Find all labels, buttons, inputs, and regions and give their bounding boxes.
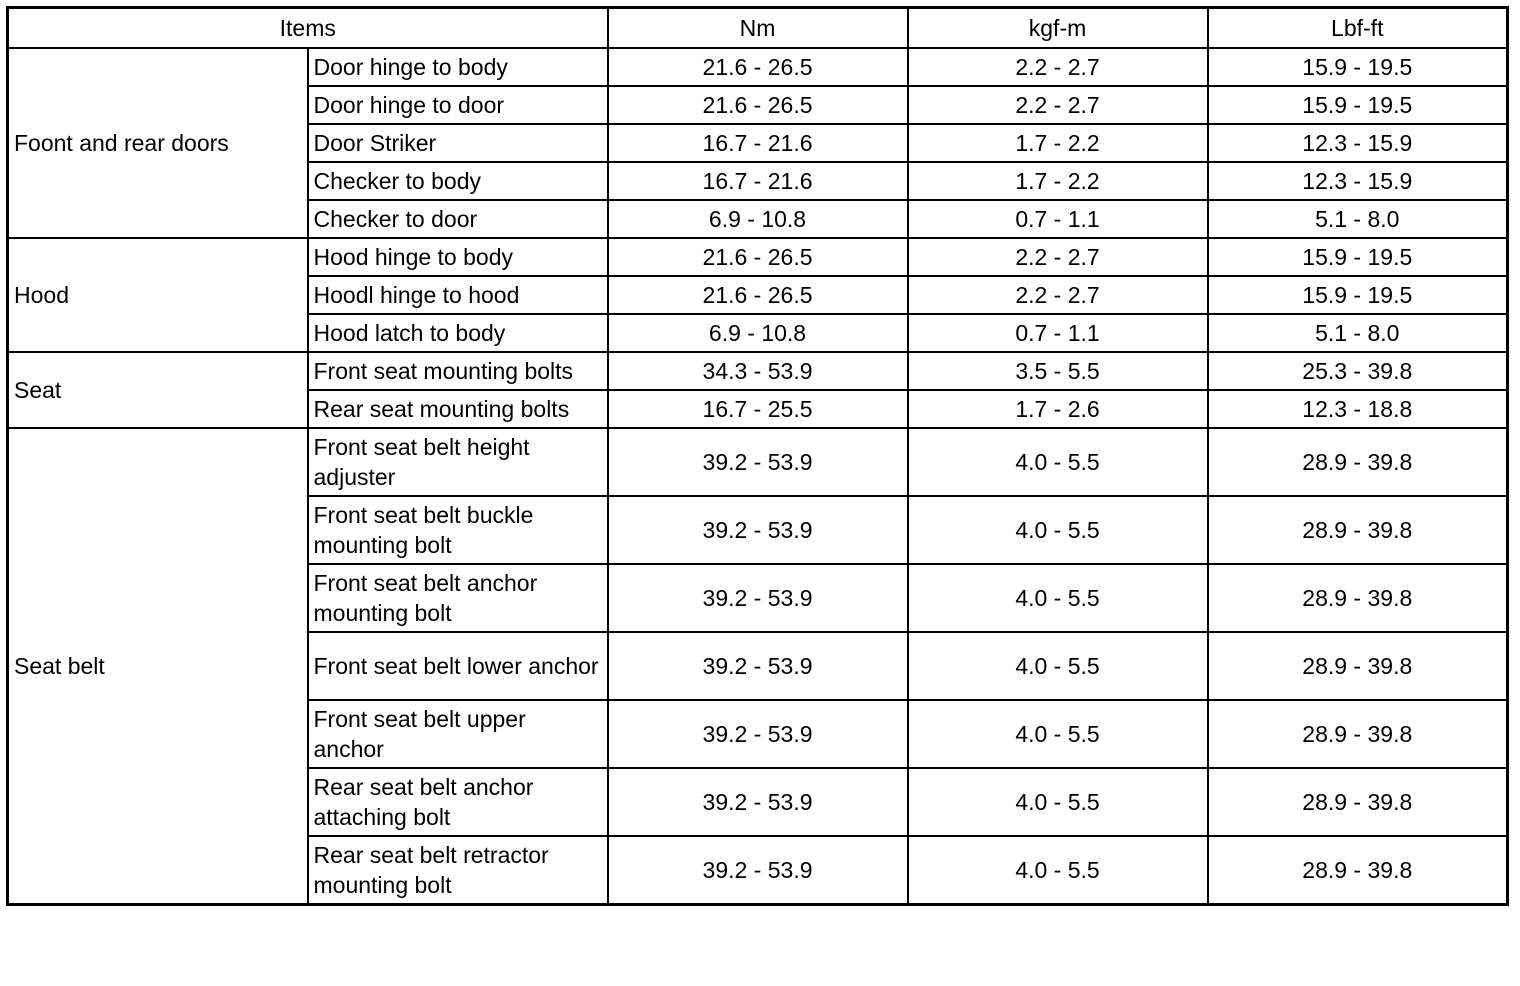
nm-cell: 16.7 - 21.6	[608, 162, 908, 200]
header-items: Items	[8, 8, 608, 49]
lbfft-cell: 12.3 - 18.8	[1208, 390, 1508, 428]
kgfm-cell: 2.2 - 2.7	[908, 86, 1208, 124]
kgfm-cell: 2.2 - 2.7	[908, 48, 1208, 86]
torque-spec-table	[6, 6, 1509, 906]
group-label-seat-belt: Seat belt	[8, 428, 308, 904]
nm-cell: 39.2 - 53.9	[608, 632, 908, 700]
nm-cell: 39.2 - 53.9	[608, 496, 908, 564]
item-cell: Door Striker	[308, 124, 608, 162]
lbfft-cell: 15.9 - 19.5	[1208, 276, 1508, 314]
item-cell: Front seat mounting bolts	[308, 352, 608, 390]
item-cell: Front seat belt buckle mounting bolt	[308, 496, 608, 564]
item-cell: Front seat belt height adjuster	[308, 428, 608, 496]
nm-cell: 21.6 - 26.5	[608, 276, 908, 314]
item-cell: Checker to body	[308, 162, 608, 200]
nm-cell: 21.6 - 26.5	[608, 86, 908, 124]
kgfm-cell: 4.0 - 5.5	[908, 564, 1208, 632]
kgfm-cell: 4.0 - 5.5	[908, 700, 1208, 768]
lbfft-cell: 12.3 - 15.9	[1208, 124, 1508, 162]
kgfm-cell: 4.0 - 5.5	[908, 836, 1208, 904]
lbfft-cell: 28.9 - 39.8	[1208, 768, 1508, 836]
lbfft-cell: 12.3 - 15.9	[1208, 162, 1508, 200]
header-kgf-m: kgf-m	[908, 8, 1208, 49]
lbfft-cell: 15.9 - 19.5	[1208, 48, 1508, 86]
lbfft-cell: 15.9 - 19.5	[1208, 86, 1508, 124]
nm-cell: 6.9 - 10.8	[608, 200, 908, 238]
item-cell: Door hinge to body	[308, 48, 608, 86]
group-label-doors: Foont and rear doors	[8, 48, 308, 238]
kgfm-cell: 4.0 - 5.5	[908, 496, 1208, 564]
torque-spec-table-container	[6, 6, 1509, 906]
item-cell: Rear seat belt retractor mounting bolt	[308, 836, 608, 904]
nm-cell: 6.9 - 10.8	[608, 314, 908, 352]
kgfm-cell: 0.7 - 1.1	[908, 200, 1208, 238]
item-cell: Rear seat mounting bolts	[308, 390, 608, 428]
nm-cell: 39.2 - 53.9	[608, 700, 908, 768]
table-row	[8, 48, 1508, 86]
kgfm-cell: 4.0 - 5.5	[908, 428, 1208, 496]
lbfft-cell: 5.1 - 8.0	[1208, 200, 1508, 238]
kgfm-cell: 1.7 - 2.2	[908, 124, 1208, 162]
table-row	[8, 428, 1508, 496]
table-row	[8, 352, 1508, 390]
item-cell: Hoodl hinge to hood	[308, 276, 608, 314]
lbfft-cell: 28.9 - 39.8	[1208, 632, 1508, 700]
table-header-row	[8, 8, 1508, 49]
header-nm: Nm	[608, 8, 908, 49]
kgfm-cell: 2.2 - 2.7	[908, 276, 1208, 314]
lbfft-cell: 28.9 - 39.8	[1208, 496, 1508, 564]
item-cell: Checker to door	[308, 200, 608, 238]
kgfm-cell: 2.2 - 2.7	[908, 238, 1208, 276]
nm-cell: 21.6 - 26.5	[608, 48, 908, 86]
kgfm-cell: 4.0 - 5.5	[908, 768, 1208, 836]
lbfft-cell: 28.9 - 39.8	[1208, 836, 1508, 904]
item-cell: Front seat belt anchor mounting bolt	[308, 564, 608, 632]
nm-cell: 16.7 - 21.6	[608, 124, 908, 162]
lbfft-cell: 28.9 - 39.8	[1208, 428, 1508, 496]
item-cell: Front seat belt lower anchor	[308, 632, 608, 700]
header-lbf-ft: Lbf-ft	[1208, 8, 1508, 49]
nm-cell: 16.7 - 25.5	[608, 390, 908, 428]
item-cell: Rear seat belt anchor attaching bolt	[308, 768, 608, 836]
nm-cell: 39.2 - 53.9	[608, 564, 908, 632]
table-row	[8, 238, 1508, 276]
item-cell: Door hinge to door	[308, 86, 608, 124]
lbfft-cell: 15.9 - 19.5	[1208, 238, 1508, 276]
kgfm-cell: 1.7 - 2.2	[908, 162, 1208, 200]
kgfm-cell: 0.7 - 1.1	[908, 314, 1208, 352]
group-label-hood: Hood	[8, 238, 308, 352]
nm-cell: 21.6 - 26.5	[608, 238, 908, 276]
nm-cell: 39.2 - 53.9	[608, 836, 908, 904]
kgfm-cell: 1.7 - 2.6	[908, 390, 1208, 428]
item-cell: Front seat belt upper anchor	[308, 700, 608, 768]
lbfft-cell: 25.3 - 39.8	[1208, 352, 1508, 390]
lbfft-cell: 28.9 - 39.8	[1208, 564, 1508, 632]
lbfft-cell: 28.9 - 39.8	[1208, 700, 1508, 768]
kgfm-cell: 3.5 - 5.5	[908, 352, 1208, 390]
kgfm-cell: 4.0 - 5.5	[908, 632, 1208, 700]
item-cell: Hood latch to body	[308, 314, 608, 352]
item-cell: Hood hinge to body	[308, 238, 608, 276]
lbfft-cell: 5.1 - 8.0	[1208, 314, 1508, 352]
nm-cell: 39.2 - 53.9	[608, 768, 908, 836]
group-label-seat: Seat	[8, 352, 308, 428]
nm-cell: 39.2 - 53.9	[608, 428, 908, 496]
nm-cell: 34.3 - 53.9	[608, 352, 908, 390]
